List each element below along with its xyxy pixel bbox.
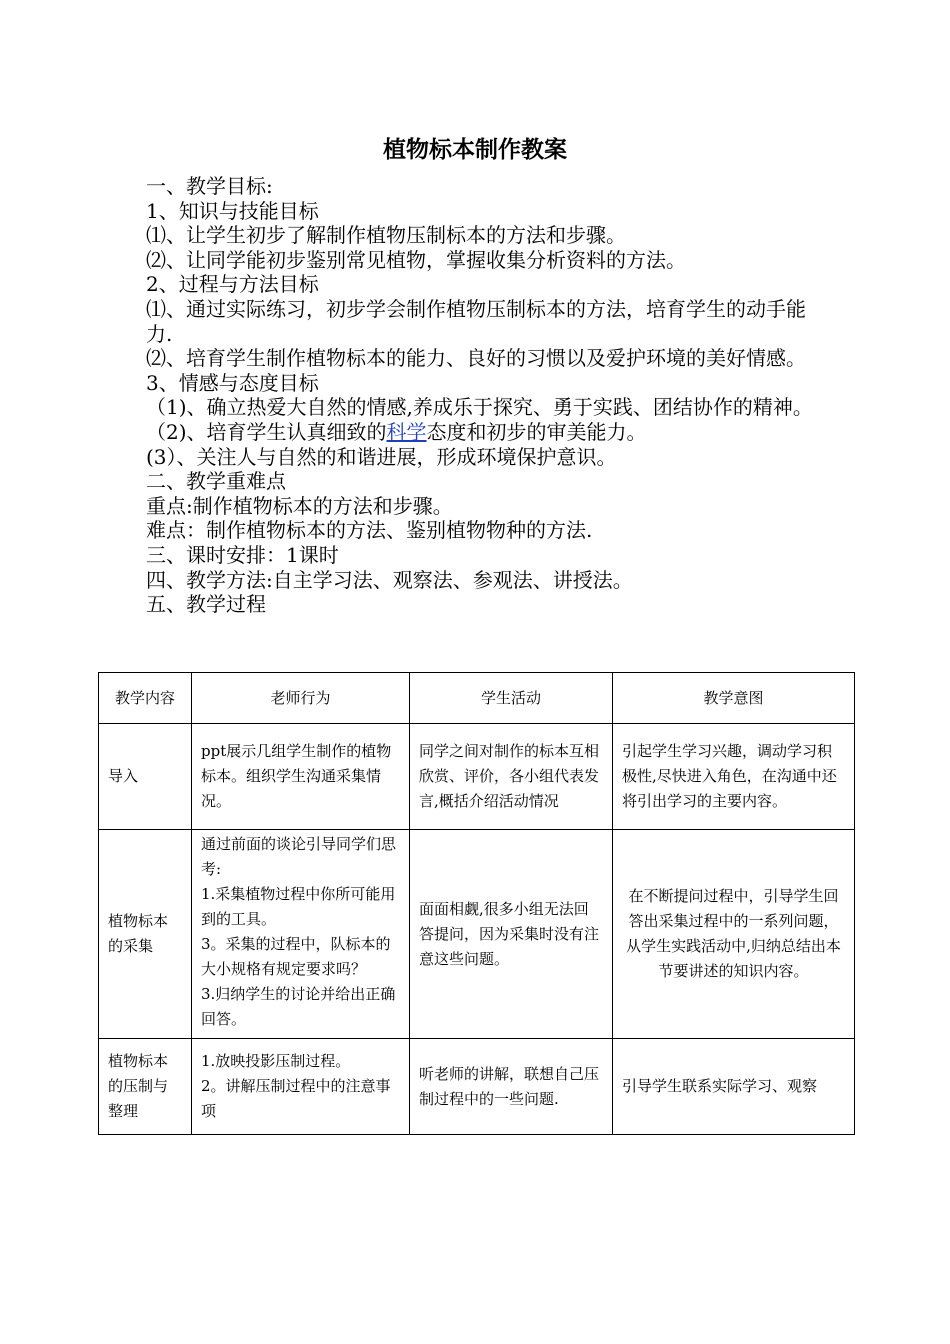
section-heading-schedule: 三、课时安排：1课时 xyxy=(146,542,339,567)
science-link[interactable]: 科学 xyxy=(386,419,427,444)
paragraph: 难点：制作植物标本的方法、鉴别植物物种的方法. xyxy=(146,518,593,543)
subheading-attitude: 3、情感与态度目标 xyxy=(146,370,319,395)
header-content: 教学内容 xyxy=(99,673,192,724)
header-teacher: 老师行为 xyxy=(192,673,410,724)
cell-intent: 引起学生学习兴趣，调动学习积极性,尽快进入角色，在沟通中还将引出学习的主要内容。 xyxy=(613,724,855,830)
cell-intent: 引导学生联系实际学习、观察 xyxy=(613,1039,855,1135)
paragraph: ⑴、让学生初步了解制作植物压制标本的方法和步骤。 xyxy=(146,223,626,248)
subheading-process: 2、过程与方法目标 xyxy=(146,272,319,297)
table-row xyxy=(99,724,855,830)
table-header-row xyxy=(99,673,855,724)
cell-content: 植物标本的压制与整理 xyxy=(99,1039,192,1135)
subheading-knowledge: 1、知识与技能目标 xyxy=(146,198,319,223)
section-heading-key-points: 二、教学重难点 xyxy=(146,469,286,494)
table-row xyxy=(99,1039,855,1135)
paragraph: 重点:制作植物标本的方法和步骤。 xyxy=(146,493,453,518)
paragraph xyxy=(146,420,816,445)
cell-student: 面面相觑,很多小组无法回答提问，因为采集时没有注意这些问题。 xyxy=(410,830,613,1039)
cell-student: 同学之间对制作的标本互相欣赏、评价，各小组代表发言,概括介绍活动情况 xyxy=(410,724,613,830)
table-row xyxy=(99,830,855,1039)
teaching-process-table xyxy=(98,672,855,1135)
section-heading-objectives: 一、教学目标: xyxy=(146,174,273,198)
header-intent: 教学意图 xyxy=(613,673,855,724)
cell-teacher: 1.放映投影压制过程。 2。讲解压制过程中的注意事项 xyxy=(192,1039,410,1135)
paragraph: ⑵、培育学生制作植物标本的能力、良好的习惯以及爱护环境的美好情感。 xyxy=(146,346,806,371)
paragraph: （1)、确立热爱大自然的情感,养成乐于探究、勇于实践、团结协作的精神。 xyxy=(146,395,813,420)
document-body xyxy=(146,174,816,617)
section-heading-process: 五、教学过程 xyxy=(146,592,266,617)
cell-content: 植物标本的采集 xyxy=(99,830,192,1039)
cell-intent: 在不断提问过程中，引导学生回答出采集过程中的一系列问题，从学生实践活动中,归纳总结出本节要讲述的知识内容。 xyxy=(613,830,855,1039)
cell-teacher: 通过前面的谈论引导同学们思考: 1.采集植物过程中你所可能用到的工具。 3。采集的过程中，队标本的大小规格有规定要求吗？ 3.归纳学生的讨论并给出正确回答。 xyxy=(192,830,410,1039)
header-student: 学生活动 xyxy=(410,673,613,724)
text: 态度和初步的审美能力。 xyxy=(426,419,647,444)
cell-teacher: ppt展示几组学生制作的植物标本。组织学生沟通采集情况。 xyxy=(192,724,410,830)
document-title: 植物标本制作教案 xyxy=(383,137,567,163)
paragraph: ⑵、让同学能初步鉴别常见植物，掌握收集分析资料的方法。 xyxy=(146,247,686,272)
text: （2)、培育学生认真细致的 xyxy=(146,419,387,444)
paragraph: (3）、关注人与自然的和谐进展，形成环境保护意识。 xyxy=(146,444,617,469)
section-heading-methods: 四、教学方法:自主学习法、观察法、参观法、讲授法。 xyxy=(146,567,633,592)
paragraph: ⑴、通过实际练习，初步学会制作植物压制标本的方法，培育学生的动手能力. xyxy=(146,296,806,346)
cell-student: 听老师的讲解，联想自己压制过程中的一些问题. xyxy=(410,1039,613,1135)
cell-content: 导入 xyxy=(99,724,192,830)
